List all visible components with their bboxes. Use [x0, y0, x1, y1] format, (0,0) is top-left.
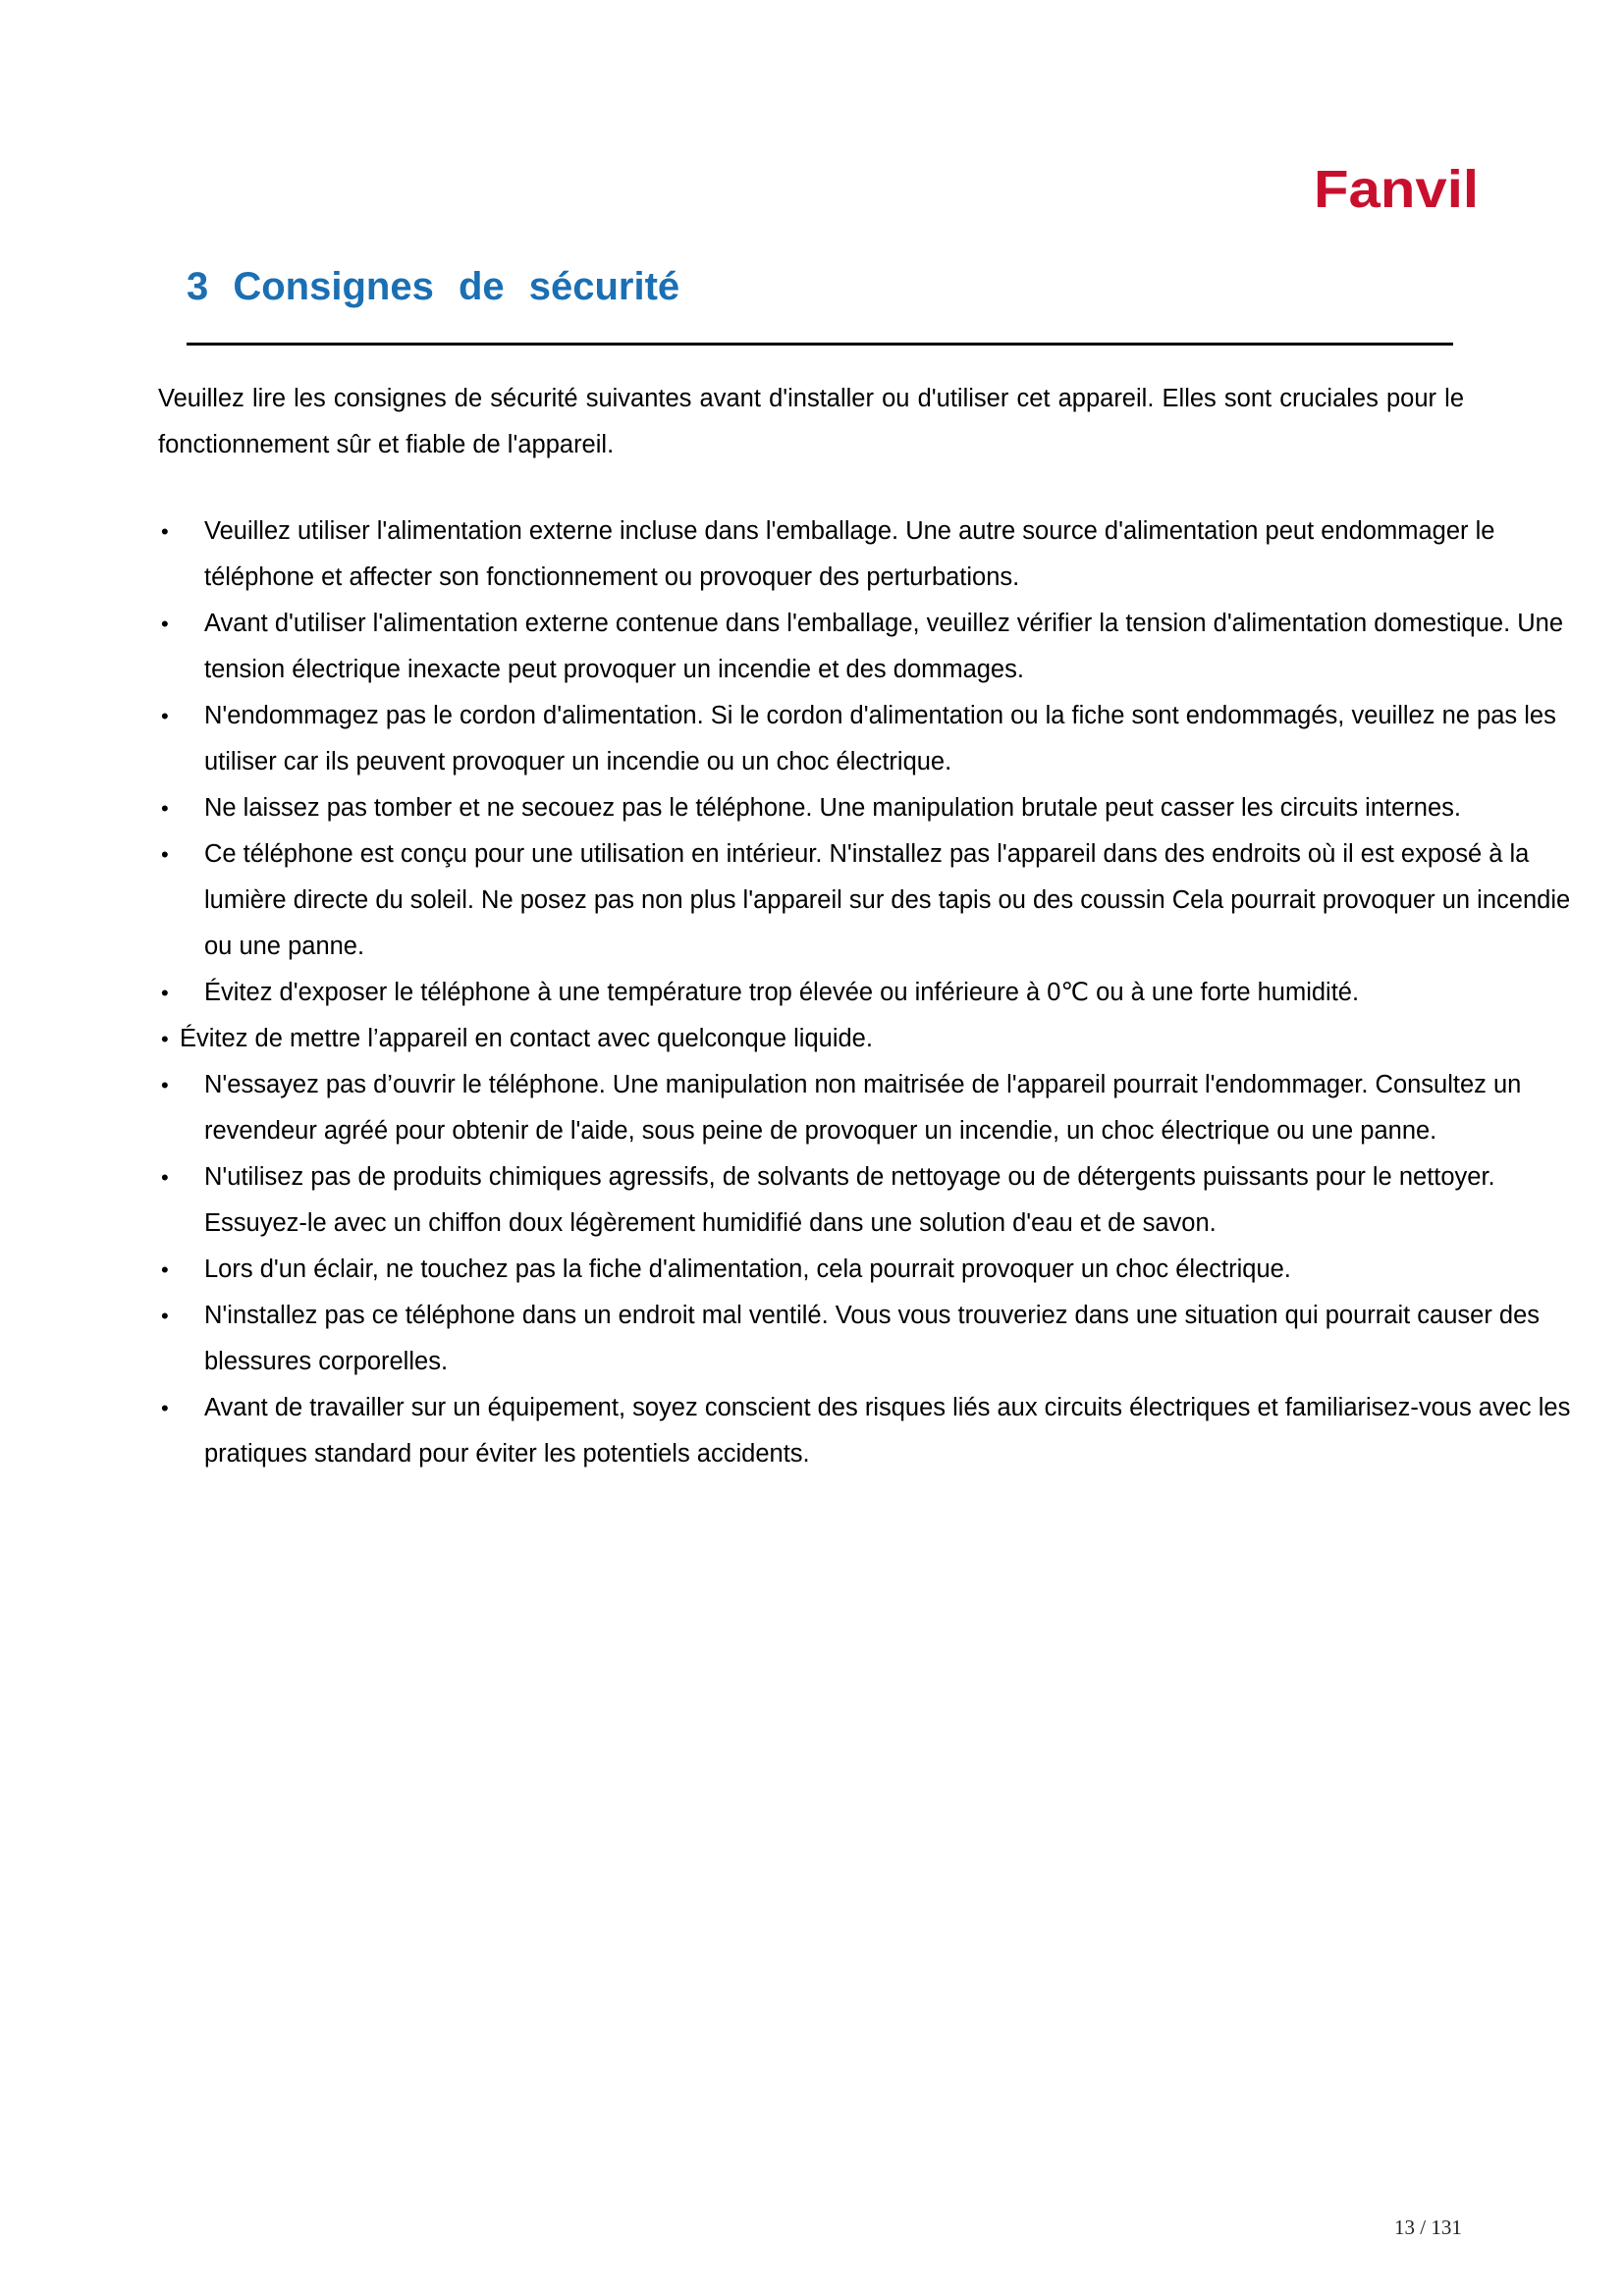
list-item — [158, 693, 1592, 785]
bullet-icon: • — [161, 1304, 169, 1328]
list-item — [158, 1385, 1592, 1477]
list-item-text: Avant d'utiliser l'alimentation externe contenue dans l'emballage, veuillez vérifier la tension d'alimentation domestique. Une tension électrique inexacte peut provoquer un incendie et des dommages. — [204, 610, 1564, 683]
list-item-text: Veuillez utiliser l'alimentation externe incluse dans l'emballage. Une autre source d'alimentation peut endommager le téléphone et affecter son fonctionnement ou provoquer des perturbations. — [204, 517, 1495, 591]
list-item-text: N'installez pas ce téléphone dans un endroit mal ventilé. Vous vous trouveriez dans une situation qui pourrait causer des blessures corporelles. — [204, 1302, 1541, 1375]
safety-list — [158, 508, 1592, 1477]
title-underline — [187, 343, 1453, 346]
bullet-icon: • — [161, 796, 169, 821]
list-item — [158, 1062, 1592, 1154]
bullet-icon: • — [161, 981, 169, 1005]
bullet-icon: • — [161, 1073, 169, 1097]
bullet-icon: • — [161, 1027, 169, 1051]
bullet-icon: • — [161, 1165, 169, 1190]
list-item-text: N'essayez pas d’ouvrir le téléphone. Une manipulation non maitrisée de l'appareil pourrait l'endommager. Consultez un revendeur agréé pour obtenir de l'aide, sous peine de provoquer un incendie, un choc électrique ou une panne. — [204, 1071, 1522, 1145]
list-item — [158, 1293, 1592, 1385]
bullet-icon: • — [161, 704, 169, 728]
list-item-text: N'endommagez pas le cordon d'alimentation. Si le cordon d'alimentation ou la fiche sont endommagés, veuillez ne pas les utiliser car ils peuvent provoquer un incendie ou un choc électrique. — [204, 702, 1556, 775]
list-item-text: Avant de travailler sur un équipement, soyez conscient des risques liés aux circuits électriques et familiarisez-vous avec les pratiques standard pour éviter les potentiels accidents. — [204, 1394, 1571, 1468]
intro-paragraph: Veuillez lire les consignes de sécurité suivantes avant d'installer ou d'utiliser cet appareil. Elles sont cruciales pour le fonctionnement sûr et fiable de l'appareil. — [158, 385, 1464, 458]
logo-text: Fanvil — [1314, 160, 1479, 215]
list-item-text: Ne laissez pas tomber et ne secouez pas le téléphone. Une manipulation brutale peut casser les circuits internes. — [204, 794, 1461, 822]
list-item-text: Évitez d'exposer le téléphone à une température trop élevée ou inférieure à 0℃ ou à une forte humidité. — [204, 979, 1360, 1006]
list-item-text: N'utilisez pas de produits chimiques agressifs, de solvants de nettoyage ou de détergents puissants pour le nettoyer. Essuyez-le avec un chiffon doux légèrement humidifié dans une solution d'eau et de savon. — [204, 1163, 1495, 1237]
bullet-icon: • — [161, 1396, 169, 1420]
section-title: 3 Consignes de sécurité — [187, 265, 680, 308]
list-item — [158, 831, 1592, 970]
list-item — [158, 1016, 1592, 1062]
fanvil-logo — [1314, 160, 1481, 215]
bullet-icon: • — [161, 1257, 169, 1282]
list-item — [158, 970, 1592, 1016]
list-item-text: Évitez de mettre l’appareil en contact avec quelconque liquide. — [180, 1025, 873, 1052]
bullet-icon: • — [161, 842, 169, 867]
list-item — [158, 601, 1592, 693]
list-item-text: Lors d'un éclair, ne touchez pas la fiche d'alimentation, cela pourrait provoquer un choc électrique. — [204, 1255, 1291, 1283]
list-item — [158, 1247, 1592, 1293]
page-number: 13 / 131 — [1394, 2216, 1462, 2239]
list-item — [158, 508, 1592, 601]
bullet-icon: • — [161, 612, 169, 636]
list-item — [158, 1154, 1592, 1247]
list-item-text: Ce téléphone est conçu pour une utilisation en intérieur. N'installez pas l'appareil dans des endroits où il est exposé à la lumière directe du soleil. Ne posez pas non plus l'appareil sur des tapis ou des coussin Cela pourrait provoquer un incendie ou une panne. — [204, 840, 1571, 960]
list-item — [158, 785, 1592, 831]
bullet-icon: • — [161, 519, 169, 544]
